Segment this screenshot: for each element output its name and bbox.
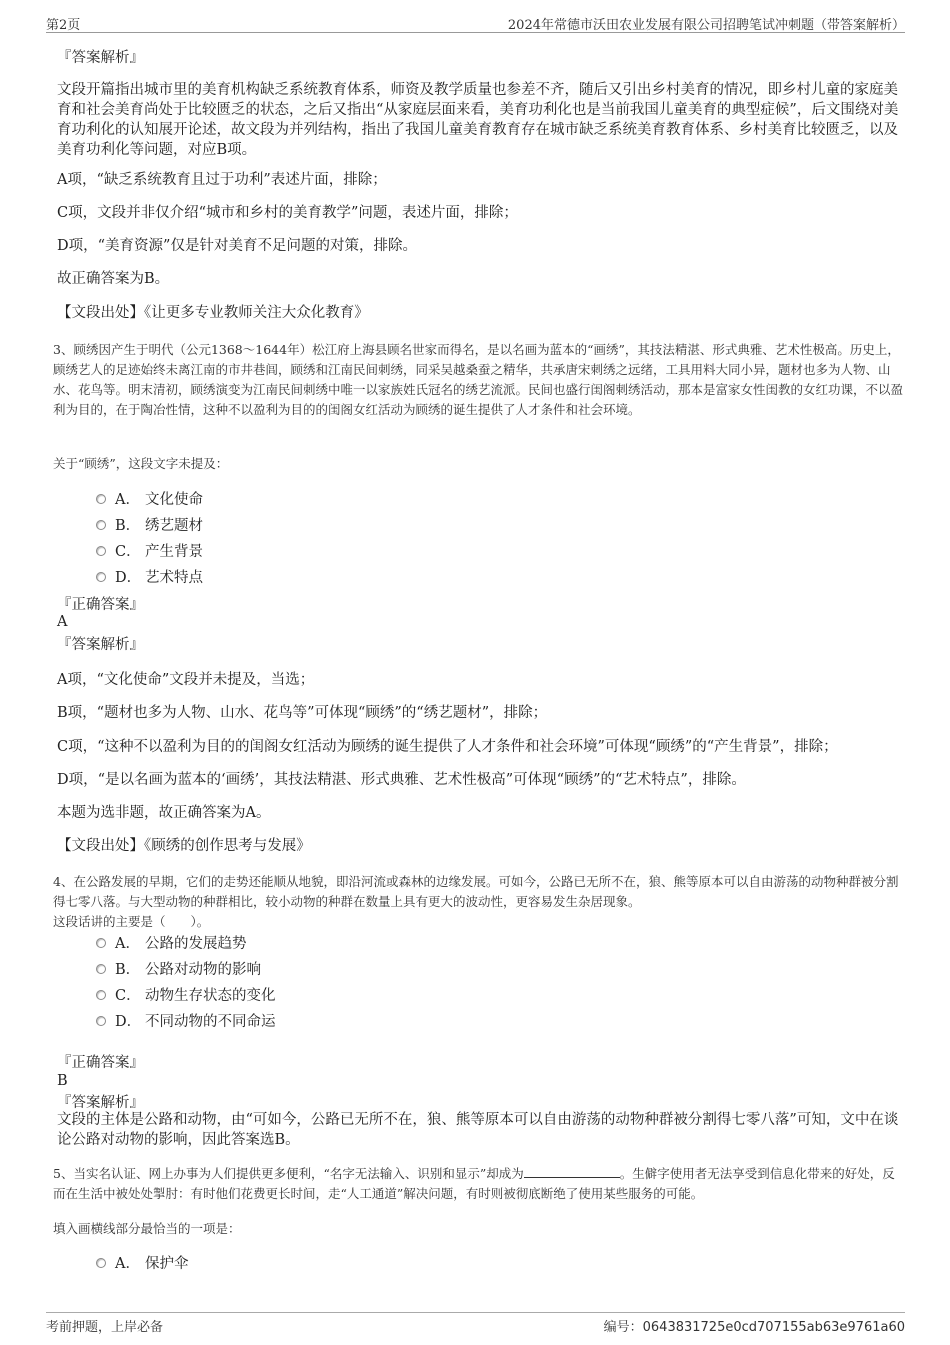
radio-icon[interactable] xyxy=(96,520,106,530)
q2-analysis-d: D项，“美育资源”仅是针对美育不足问题的对策，排除。 xyxy=(57,238,417,254)
q5-option-a[interactable]: A． 保护伞 xyxy=(96,1254,189,1274)
q4-option-b[interactable]: B． 公路对动物的影响 xyxy=(96,960,261,980)
q3-question: 关于“顾绣”，这段文字未提及： xyxy=(53,456,229,471)
q3-source: 【文段出处】《顾绣的创作思考与发展》 xyxy=(57,838,311,854)
q5-stem: 5、当实名认证、网上办事为人们提供更多便利，“名字无法输入、识别和显示”却成为 。生僻字使用者无法享受到信息化带来的好处，反而在生活中被处处掣肘：有时他们花费更长时间，走“人工通道”解决问题，有时则被彻底断绝了使用某些服务的可能。 xyxy=(53,1163,904,1204)
q3-stem: 3、顾绣因产生于明代（公元1368～1644年）松江府上海县顾名世家而得名，是以名画为蓝本的“画绣”，其技法精湛、形式典雅、艺术性极高。历史上，顾绣艺人的足迹始终未离江南的市井巷闾，顾绣和江南民间刺绣，同采吴越桑蚕之精华，共承唐宋刺绣之远绪，工具用料大同小异，题材也多为人物、山水、花鸟等。明末清初，顾绣演变为江南民间刺绣中唯一以家族姓氏冠名的绣艺流派。民间也盛行闺阁刺绣活动，那本是富家女性闺教的女红功课，不以盈利为目的，在于陶冶性情，这种不以盈利为目的的闺阁女红活动为顾绣的诞生提供了人才条件和社会环境。 xyxy=(53,342,904,417)
q4-answer: B xyxy=(57,1073,68,1089)
q4-option-a[interactable]: A． 公路的发展趋势 xyxy=(96,934,247,954)
radio-icon[interactable] xyxy=(96,1016,106,1026)
q3-answer-label: 『正确答案』 xyxy=(57,597,144,613)
radio-icon[interactable] xyxy=(96,1258,106,1268)
document-title: 2024年常德市沃田农业发展有限公司招聘笔试冲刺题（带答案解析） xyxy=(507,18,905,33)
page-header xyxy=(46,14,905,33)
q3-analysis-c: C项，“这种不以盈利为目的的闺阁女红活动为顾绣的诞生提供了人才条件和社会环境”可体现“顾绣”的“产生背景”，排除； xyxy=(57,739,838,755)
q4-question: 这段话讲的主要是（ ）。 xyxy=(53,914,210,929)
q2-source: 【文段出处】《让更多专业教师关注大众化教育》 xyxy=(57,305,369,321)
radio-icon[interactable] xyxy=(96,938,106,948)
q3-answer: A xyxy=(57,614,68,630)
q3-option-a[interactable]: A． 文化使命 xyxy=(96,490,203,510)
q3-analysis-d: D项，“是以名画为蓝本的‘画绣’，其技法精湛、形式典雅、艺术性极高”可体现“顾绣”的“艺术特点”，排除。 xyxy=(57,772,746,788)
document-code: 编号：0643831725e0cd707155ab63e9761a60 xyxy=(603,1320,905,1335)
q4-answer-label: 『正确答案』 xyxy=(57,1055,144,1071)
radio-icon[interactable] xyxy=(96,964,106,974)
q3-conclusion: 本题为选非题，故正确答案为A。 xyxy=(57,805,271,821)
q2-analysis-a: A项，“缺乏系统教育且过于功利”表述片面，排除； xyxy=(57,172,387,188)
q3-option-d[interactable]: D． 艺术特点 xyxy=(96,568,203,588)
q3-option-c[interactable]: C． 产生背景 xyxy=(96,542,203,562)
q4-stem: 4、在公路发展的早期，它们的走势还能顺从地貌，即沿河流或森林的边缘发展。可如今，公路已无所不在，狼、熊等原本可以自由游荡的动物种群被分割得七零八落。与大型动物的种群相比，较小动物的种群在数量上具有更大的波动性，更容易发生杂居现象。 xyxy=(53,874,899,909)
page-number: 第2页 xyxy=(46,18,81,33)
radio-icon[interactable] xyxy=(96,546,106,556)
q4-analysis-label: 『答案解析』 xyxy=(57,1095,144,1111)
q3-analysis-label: 『答案解析』 xyxy=(57,637,144,653)
footer-slogan: 考前押题，上岸必备 xyxy=(46,1320,164,1335)
radio-icon[interactable] xyxy=(96,494,106,504)
q3-analysis-b: B项，“题材也多为人物、山水、花鸟等”可体现“顾绣”的“绣艺题材”，排除； xyxy=(57,705,548,721)
q2-analysis-c: C项，文段并非仅介绍“城市和乡村的美育教学”问题，表述片面，排除； xyxy=(57,205,518,221)
fill-blank-line xyxy=(524,1163,620,1178)
q4-analysis-text: 文段的主体是公路和动物，由“可如今，公路已无所不在，狼、熊等原本可以自由游荡的动物种群被分割得七零八落”可知，文中在谈论公路对动物的影响，因此答案选B。 xyxy=(57,1112,899,1148)
radio-icon[interactable] xyxy=(96,990,106,1000)
page-footer xyxy=(46,1312,905,1333)
radio-icon[interactable] xyxy=(96,572,106,582)
q2-analysis-text: 文段开篇指出城市里的美育机构缺乏系统教育体系，师资及教学质量也参差不齐，随后又引出乡村美育的情况，即乡村儿童的家庭美育和社会美育尚处于比较匮乏的状态，之后又指出“从家庭层面来看，美育功利化也是当前我国儿童美育的典型症候”，后文围绕对美育功利化的认知展开论述，故文段为并列结构，指出了我国儿童美育教育存在城市缺乏系统美育教育体系、乡村美育比较匮乏，以及美育功利化等问题，对应B项。 xyxy=(57,82,899,158)
q4-option-d[interactable]: D． 不同动物的不同命运 xyxy=(96,1012,276,1032)
q2-analysis-label: 『答案解析』 xyxy=(57,50,144,66)
q2-conclusion: 故正确答案为B。 xyxy=(57,271,170,287)
q5-question: 填入画横线部分最恰当的一项是： xyxy=(53,1221,241,1236)
q4-option-c[interactable]: C． 动物生存状态的变化 xyxy=(96,986,276,1006)
q3-option-b[interactable]: B． 绣艺题材 xyxy=(96,516,203,536)
q3-analysis-a: A项，“文化使命”文段并未提及，当选； xyxy=(57,672,315,688)
